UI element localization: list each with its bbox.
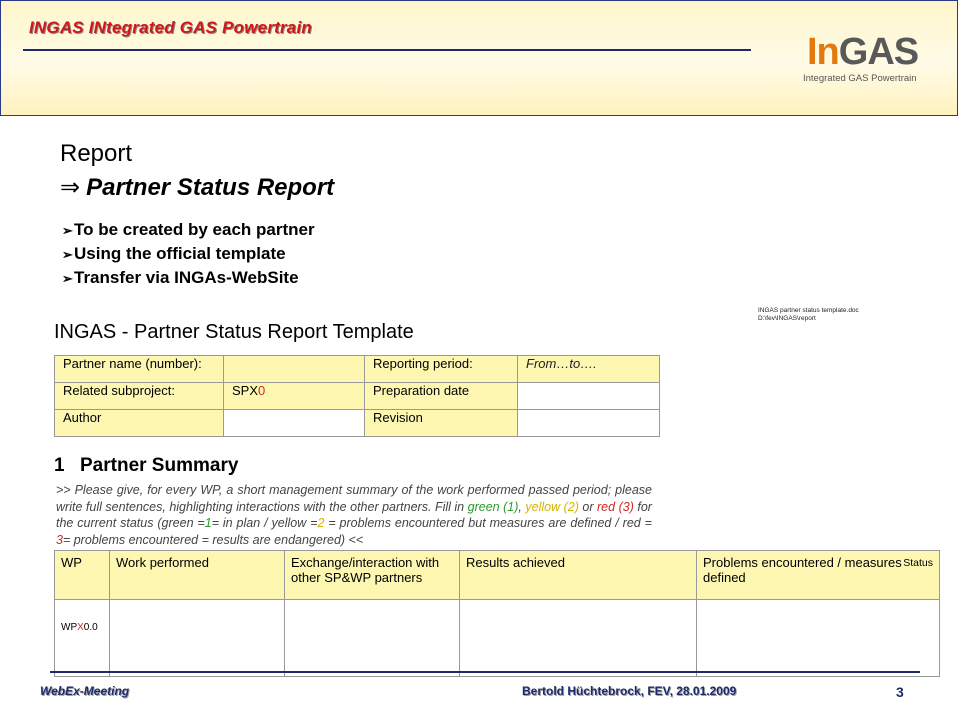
- summary-red: red (3): [597, 499, 634, 514]
- section-heading: [54, 455, 238, 477]
- reporting-period-value: From…to….: [518, 356, 660, 383]
- logo-subtitle: Integrated GAS Powertrain: [803, 73, 917, 84]
- document-meta: [758, 307, 859, 323]
- wp-suffix: 0.0: [83, 622, 98, 633]
- implies-arrow-icon: ⇒: [60, 174, 81, 201]
- summary-text: for the current status (green =: [56, 499, 652, 530]
- summary-text: = problems encountered but measures are defined / red =: [324, 516, 652, 530]
- revision-label: Revision: [365, 410, 518, 437]
- wp-row-label-cell: [55, 600, 110, 677]
- document-path: D:\fev\INGAS\report: [758, 315, 816, 322]
- table-row: [55, 383, 660, 410]
- col-header-wp: WP: [55, 551, 110, 600]
- table-header-row: [55, 551, 940, 600]
- summary-yellow: yellow (2): [525, 499, 579, 514]
- wp-status-table: [54, 550, 940, 677]
- related-subproject-value: [224, 383, 365, 410]
- author-label: Author: [55, 410, 224, 437]
- col-header-status: Status: [903, 557, 933, 569]
- revision-value: [518, 410, 660, 437]
- bullet-item: [62, 218, 315, 242]
- preparation-date-label: Preparation date: [365, 383, 518, 410]
- header-title: INGAS INtegrated GAS Powertrain: [29, 18, 312, 37]
- section-number: 1: [54, 455, 65, 476]
- col-header-problems-text: Problems encountered / measures defined: [703, 555, 902, 585]
- results-cell: [460, 600, 697, 677]
- bullet-text: To be created by each partner: [74, 220, 315, 239]
- footer-meeting: WebEx-Meeting: [40, 684, 130, 698]
- subproject-number: 0: [258, 383, 266, 398]
- summary-text: or: [578, 499, 598, 514]
- col-header-problems: [697, 551, 940, 600]
- table-row: [55, 356, 660, 383]
- subproject-prefix: SPX: [232, 383, 259, 398]
- arrowhead-bullet-icon: ➢: [62, 271, 73, 286]
- col-header-exchange: Exchange/interaction with other SP&WP partners: [285, 551, 460, 600]
- template-title: INGAS - Partner Status Report Template: [54, 321, 414, 343]
- preparation-date-value: [518, 383, 660, 410]
- wp-row-label: [61, 622, 103, 633]
- summary-text: = in plan / yellow =: [211, 516, 318, 530]
- partner-status-report-heading: [60, 173, 334, 202]
- table-row: [55, 600, 940, 677]
- summary-red-num: 3: [56, 532, 63, 547]
- col-header-work-performed: Work performed: [110, 551, 285, 600]
- arrowhead-bullet-icon: ➢: [62, 223, 73, 238]
- section-title: Partner Summary: [80, 455, 239, 476]
- partner-name-value: [224, 356, 365, 383]
- partner-info-table: [54, 355, 660, 437]
- summary-green: green (1): [467, 499, 519, 514]
- arrowhead-bullet-icon: ➢: [62, 247, 73, 262]
- header-divider: [23, 49, 751, 51]
- partner-name-label: Partner name (number):: [55, 356, 224, 383]
- bullet-text: Transfer via INGAs-WebSite: [74, 268, 299, 287]
- summary-yellow-num: 2: [317, 516, 325, 530]
- psr-label: Partner Status Report: [86, 174, 335, 201]
- reporting-period-label: Reporting period:: [365, 356, 518, 383]
- summary-text: ,: [518, 499, 526, 514]
- col-header-results: Results achieved: [460, 551, 697, 600]
- bullet-item: [62, 266, 315, 290]
- header-banner: [0, 0, 958, 116]
- footer-divider: [50, 671, 920, 673]
- ingas-logo: [801, 31, 941, 101]
- bullet-item: [62, 242, 315, 266]
- bullet-text: Using the official template: [74, 244, 286, 263]
- wp-x: X: [77, 622, 84, 633]
- page-number: 3: [896, 684, 904, 700]
- work-performed-cell: [110, 600, 285, 677]
- summary-green-num: 1: [204, 516, 212, 530]
- footer-author-date: Bertold Hüchtebrock, FEV, 28.01.2009: [522, 684, 737, 698]
- author-value: [224, 410, 365, 437]
- report-heading: Report: [60, 140, 133, 167]
- table-row: [55, 410, 660, 437]
- wp-prefix: WP: [61, 622, 78, 633]
- summary-text: >> Please give, for every WP, a short management summary of the work performed passed period; please write full sentences, highlighting interactions with the other partners. Fill in: [56, 483, 652, 514]
- related-subproject-label: Related subproject:: [55, 383, 224, 410]
- logo-in: In: [807, 31, 839, 73]
- summary-text: = problems encountered = results are endangered) <<: [62, 532, 364, 547]
- logo-wordmark: [807, 31, 918, 74]
- problems-cell: [697, 600, 940, 677]
- summary-instructions: [56, 482, 652, 548]
- exchange-cell: [285, 600, 460, 677]
- bullet-list: [62, 218, 315, 290]
- document-filename: INGAS partner status template.doc: [758, 307, 859, 314]
- logo-gas: GAS: [838, 31, 919, 73]
